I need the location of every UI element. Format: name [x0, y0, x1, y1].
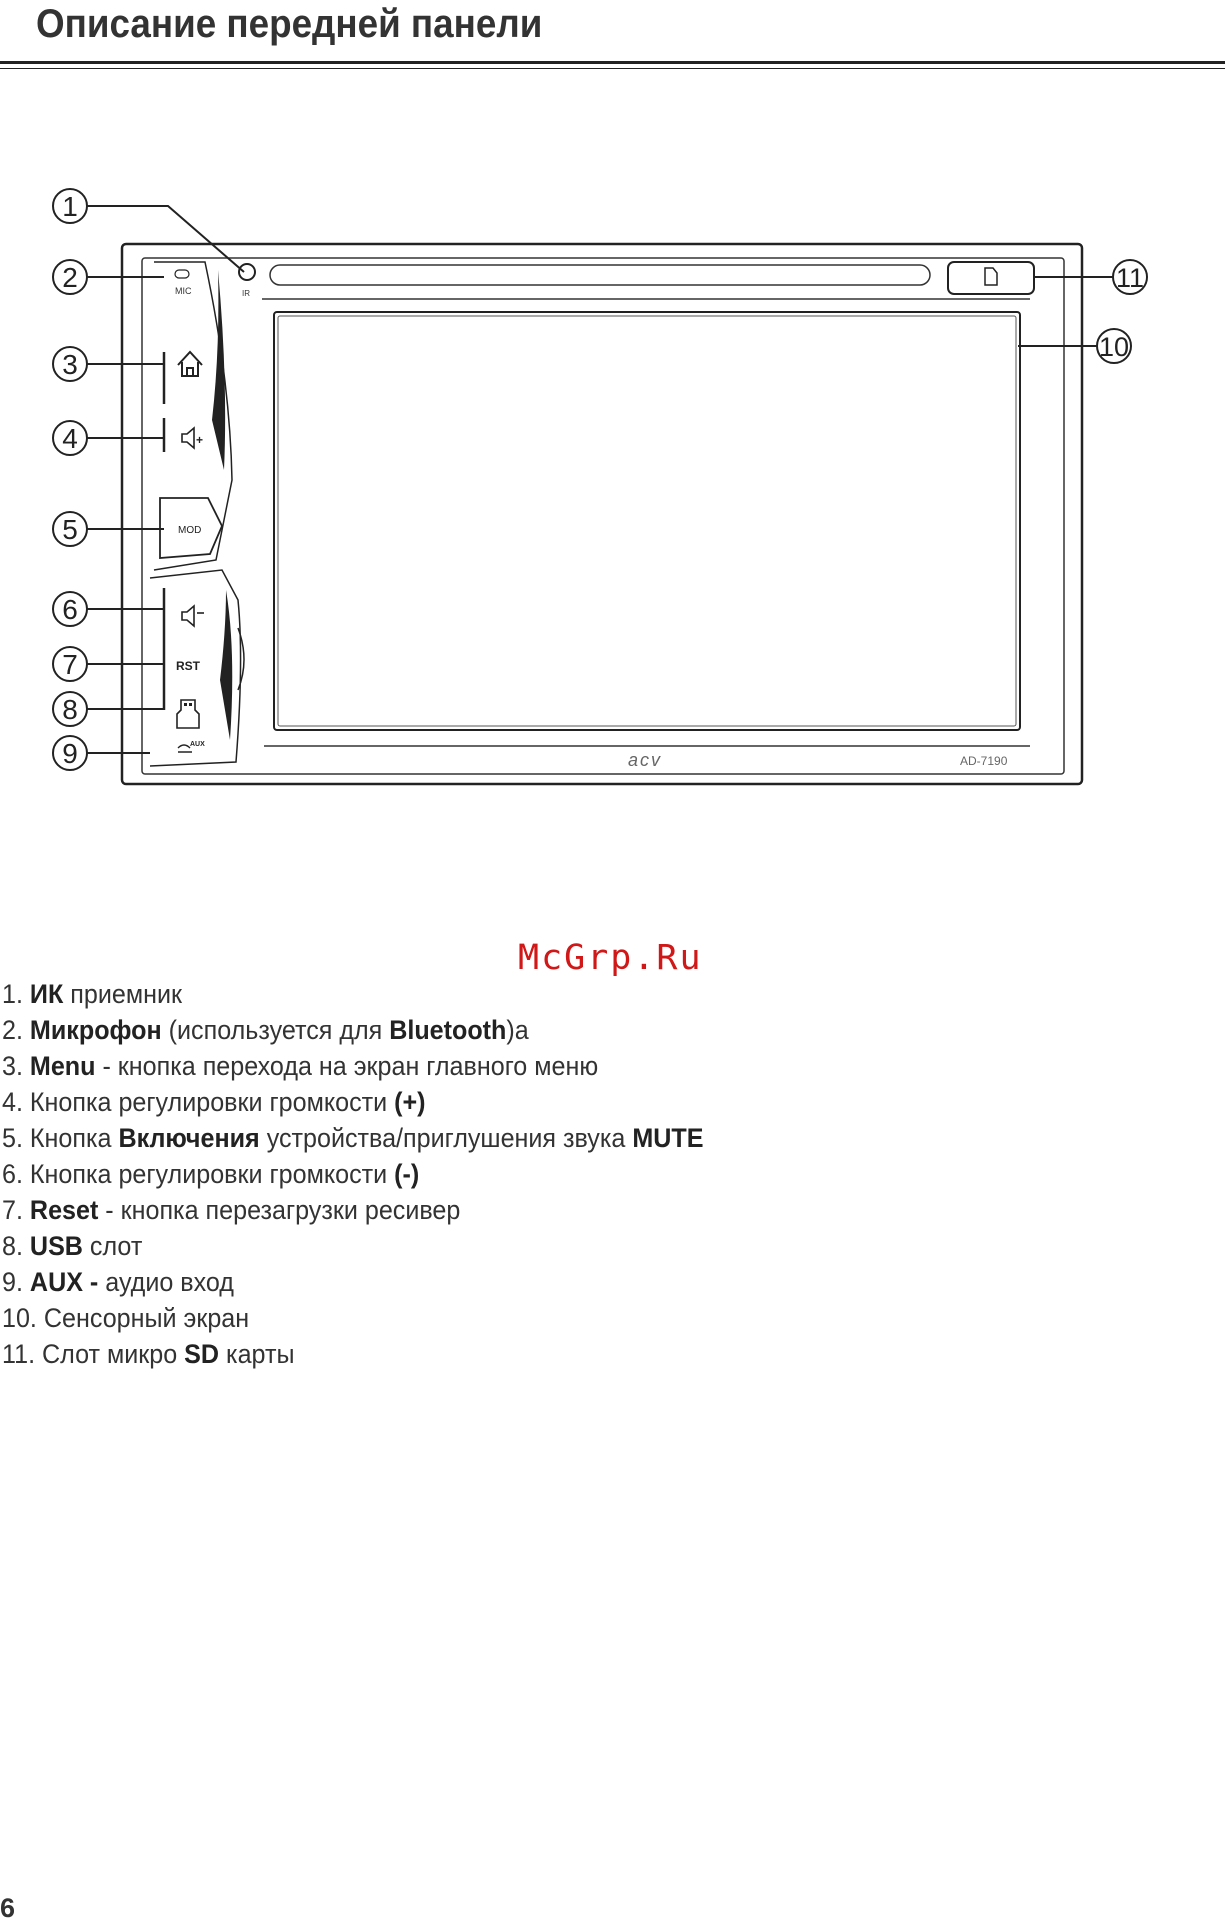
legend-number: 11. — [2, 1339, 43, 1369]
component-legend — [2, 976, 756, 1372]
legend-item-9 — [2, 1264, 703, 1300]
brand-logo: acv — [628, 750, 663, 770]
legend-number: 4. — [2, 1087, 30, 1117]
callout-10 — [1097, 329, 1131, 363]
rst-label: RST — [176, 659, 200, 673]
front-panel-diagram — [0, 0, 1225, 820]
svg-text:6: 6 — [62, 594, 78, 625]
svg-text:1: 1 — [62, 191, 78, 222]
legend-item-10 — [2, 1300, 703, 1336]
control-strip-lower-accent — [220, 590, 232, 740]
legend-number: 2. — [2, 1015, 30, 1045]
legend-text: приемник — [63, 979, 182, 1009]
callout-2 — [53, 260, 87, 294]
legend-bold-text: Menu — [29, 1051, 96, 1081]
mod-label: MOD — [178, 525, 202, 536]
touch-screen-inner — [278, 316, 1016, 726]
legend-number: 5. — [2, 1123, 30, 1153]
volume-down-icon — [182, 606, 194, 626]
volume-up-sign: + — [196, 433, 204, 447]
legend-item-11 — [2, 1336, 703, 1372]
legend-bold-text: USB — [29, 1231, 83, 1261]
legend-bold-text: Bluetooth — [389, 1015, 507, 1045]
callout-9 — [53, 736, 87, 770]
legend-bold-text: AUX - — [29, 1267, 99, 1297]
legend-number: 8. — [2, 1231, 30, 1261]
model-label: AD-7190 — [960, 754, 1008, 768]
legend-item-6 — [2, 1156, 703, 1192]
legend-item-5 — [2, 1120, 703, 1156]
callout-4 — [53, 421, 87, 455]
callout-8 — [53, 692, 87, 726]
svg-text:3: 3 — [62, 349, 78, 380]
touch-screen — [274, 312, 1020, 730]
device-inner-frame — [142, 258, 1064, 774]
legend-bold-text: ИК — [29, 979, 64, 1009]
legend-item-1 — [2, 976, 703, 1012]
legend-text: карты — [219, 1339, 295, 1369]
callout-6 — [53, 592, 87, 626]
legend-number: 6. — [2, 1159, 30, 1189]
svg-text:7: 7 — [62, 649, 78, 680]
legend-text: Кнопка — [29, 1123, 119, 1153]
legend-bold-text: SD — [184, 1339, 220, 1369]
legend-text: )а — [506, 1015, 529, 1045]
disc-slot — [270, 265, 930, 285]
legend-text: Кнопка регулировки громкости — [29, 1087, 395, 1117]
legend-text: Сенсорный экран — [43, 1303, 250, 1333]
legend-text: аудио вход — [98, 1267, 234, 1297]
callout-7 — [53, 647, 87, 681]
legend-number: 10. — [2, 1303, 44, 1333]
legend-item-8 — [2, 1228, 703, 1264]
legend-number: 9. — [2, 1267, 30, 1297]
legend-number: 7. — [2, 1195, 30, 1225]
page-title: Описание передней панели — [36, 2, 543, 46]
callout-11 — [1113, 260, 1147, 294]
svg-text:11: 11 — [1115, 263, 1145, 293]
legend-text: (используется для — [161, 1015, 390, 1045]
legend-item-4 — [2, 1084, 703, 1120]
legend-text: Слот микро — [42, 1339, 185, 1369]
legend-number: 3. — [2, 1051, 30, 1081]
device-outer-frame — [122, 244, 1082, 784]
legend-item-2 — [2, 1012, 703, 1048]
legend-bold-text: (-) — [394, 1159, 420, 1189]
callout-1 — [53, 189, 87, 223]
aux-label: AUX — [190, 741, 205, 748]
legend-text: устройства/приглушения звука — [259, 1123, 633, 1153]
svg-text:5: 5 — [62, 514, 78, 545]
legend-number: 1. — [2, 979, 30, 1009]
legend-bold-text: Микрофон — [29, 1015, 162, 1045]
usb-icon — [177, 700, 199, 728]
callout-5 — [53, 512, 87, 546]
legend-bold-text: (+) — [394, 1087, 426, 1117]
legend-bold-text: MUTE — [632, 1123, 704, 1153]
volume-up-icon — [182, 428, 194, 448]
svg-text:4: 4 — [62, 423, 78, 454]
mic-label: MIC — [175, 286, 192, 296]
svg-text:2: 2 — [62, 262, 78, 293]
legend-bold-text: Reset — [29, 1195, 99, 1225]
page-number: 6 — [0, 1893, 16, 1923]
ir-label: IR — [242, 289, 250, 298]
sd-card-icon — [985, 268, 997, 285]
sd-slot — [948, 262, 1034, 294]
svg-text:9: 9 — [62, 738, 78, 769]
legend-text: слот — [82, 1231, 143, 1261]
ir-sensor — [239, 264, 255, 280]
control-strip-accent — [212, 270, 225, 470]
legend-text: - кнопка перезагрузки ресивер — [98, 1195, 461, 1225]
callout-3 — [53, 347, 87, 381]
usb-icon-pin-b — [189, 703, 192, 706]
legend-item-7 — [2, 1192, 703, 1228]
legend-text: - кнопка перехода на экран главного меню — [95, 1051, 599, 1081]
legend-text: Кнопка регулировки громкости — [29, 1159, 395, 1189]
svg-text:8: 8 — [62, 694, 78, 725]
legend-bold-text: Включения — [118, 1123, 260, 1153]
usb-icon-pin-a — [184, 703, 187, 706]
watermark: McGrp.Ru — [518, 938, 703, 978]
home-icon — [178, 352, 202, 376]
svg-text:10: 10 — [1098, 332, 1130, 362]
mic-hole — [175, 270, 189, 278]
legend-item-3 — [2, 1048, 703, 1084]
